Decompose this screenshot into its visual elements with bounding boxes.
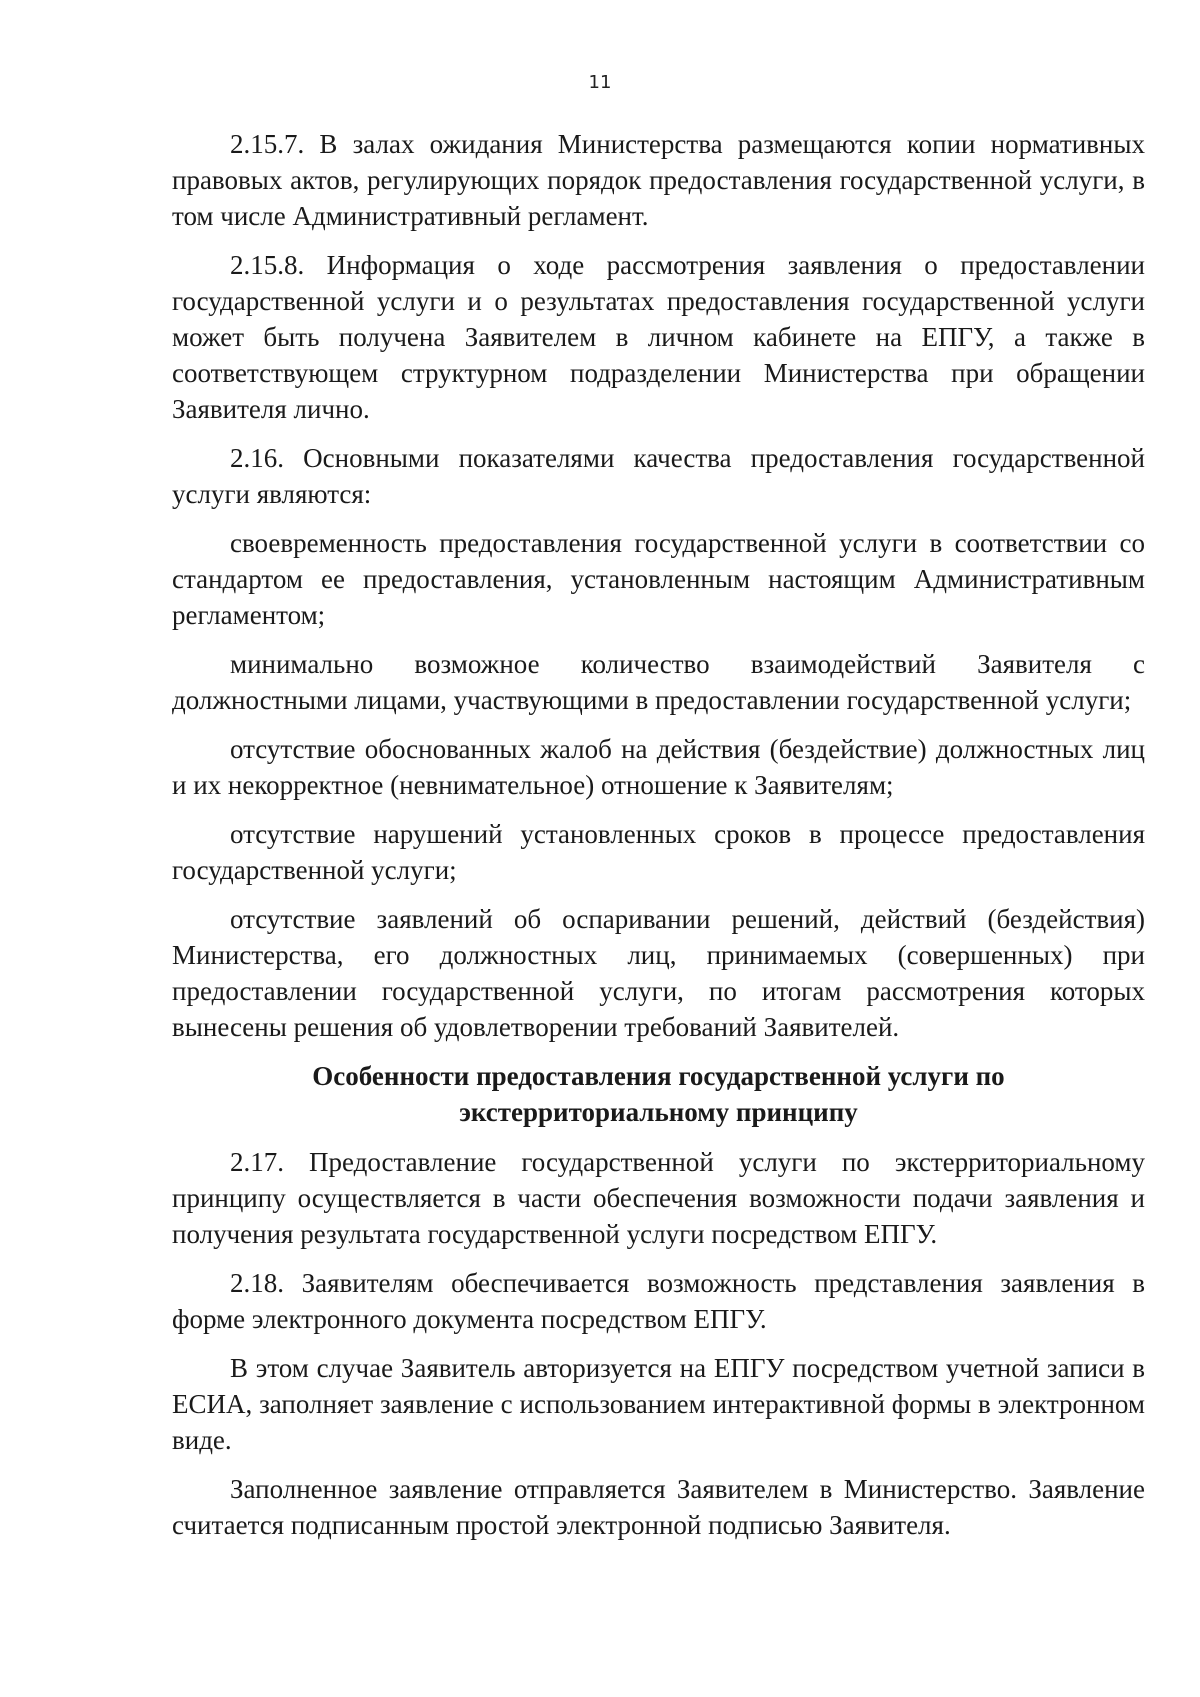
paragraph-2-16: 2.16. Основными показателями качества предоставления государственной услуги являются: — [172, 443, 1145, 509]
paragraph-2-18: 2.18. Заявителям обеспечивается возможность представления заявления в форме электронного документа посредством ЕПГУ. — [172, 1268, 1145, 1334]
quality-indicator-interactions: минимально возможное количество взаимодействий Заявителя с должностными лицами, участвующими в предоставлении государственной услуги; — [172, 649, 1145, 715]
quality-indicator-no-complaints: отсутствие обоснованных жалоб на действия (бездействие) должностных лиц и их некорректное (невнимательное) отношение к Заявителям; — [172, 734, 1145, 800]
quality-indicator-timeliness: своевременность предоставления государственной услуги в соответствии со стандартом ее предоставления, установленным настоящим Административным регламентом; — [172, 528, 1145, 630]
page-number: 11 — [588, 72, 612, 93]
section-heading-line2: экстерриториальному принципу — [459, 1097, 858, 1127]
paragraph-submission: Заполненное заявление отправляется Заявителем в Министерство. Заявление считается подписанным простой электронной подписью Заявителя. — [172, 1474, 1145, 1540]
paragraph-2-15-8: 2.15.8. Информация о ходе рассмотрения заявления о предоставлении государственной услуги и о результатах предоставления государственной услуги может быть получена Заявителем в личном кабинете на ЕПГУ, а также в соответствующем структурном подразделении Министерства при обращении Заявителя лично. — [172, 250, 1145, 424]
paragraph-2-15-7: 2.15.7. В залах ожидания Министерства размещаются копии нормативных правовых актов, регулирующих порядок предоставления государственной услуги, в том числе Административный регламент. — [172, 129, 1145, 231]
paragraph-authorization: В этом случае Заявитель авторизуется на ЕПГУ посредством учетной записи в ЕСИА, заполняет заявление с использованием интерактивной формы в электронном виде. — [172, 1353, 1145, 1455]
section-heading — [172, 1058, 1145, 1130]
quality-indicator-no-disputes: отсутствие заявлений об оспаривании решений, действий (бездействия) Министерства, его должностных лиц, принимаемых (совершенных) при предоставлении государственной услуги, по итогам рассмотрения которых вынесены решения об удовлетворении требований Заявителей. — [172, 904, 1145, 1042]
document-body — [172, 126, 1145, 1556]
section-heading-line1: Особенности предоставления государственной услуги по — [312, 1061, 1005, 1091]
paragraph-2-17: 2.17. Предоставление государственной услуги по экстерриториальному принципу осуществляется в части обеспечения возможности подачи заявления и получения результата государственной услуги посредством ЕПГУ. — [172, 1147, 1145, 1249]
quality-indicator-no-deadline-violations: отсутствие нарушений установленных сроков в процессе предоставления государственной услуги; — [172, 819, 1145, 885]
